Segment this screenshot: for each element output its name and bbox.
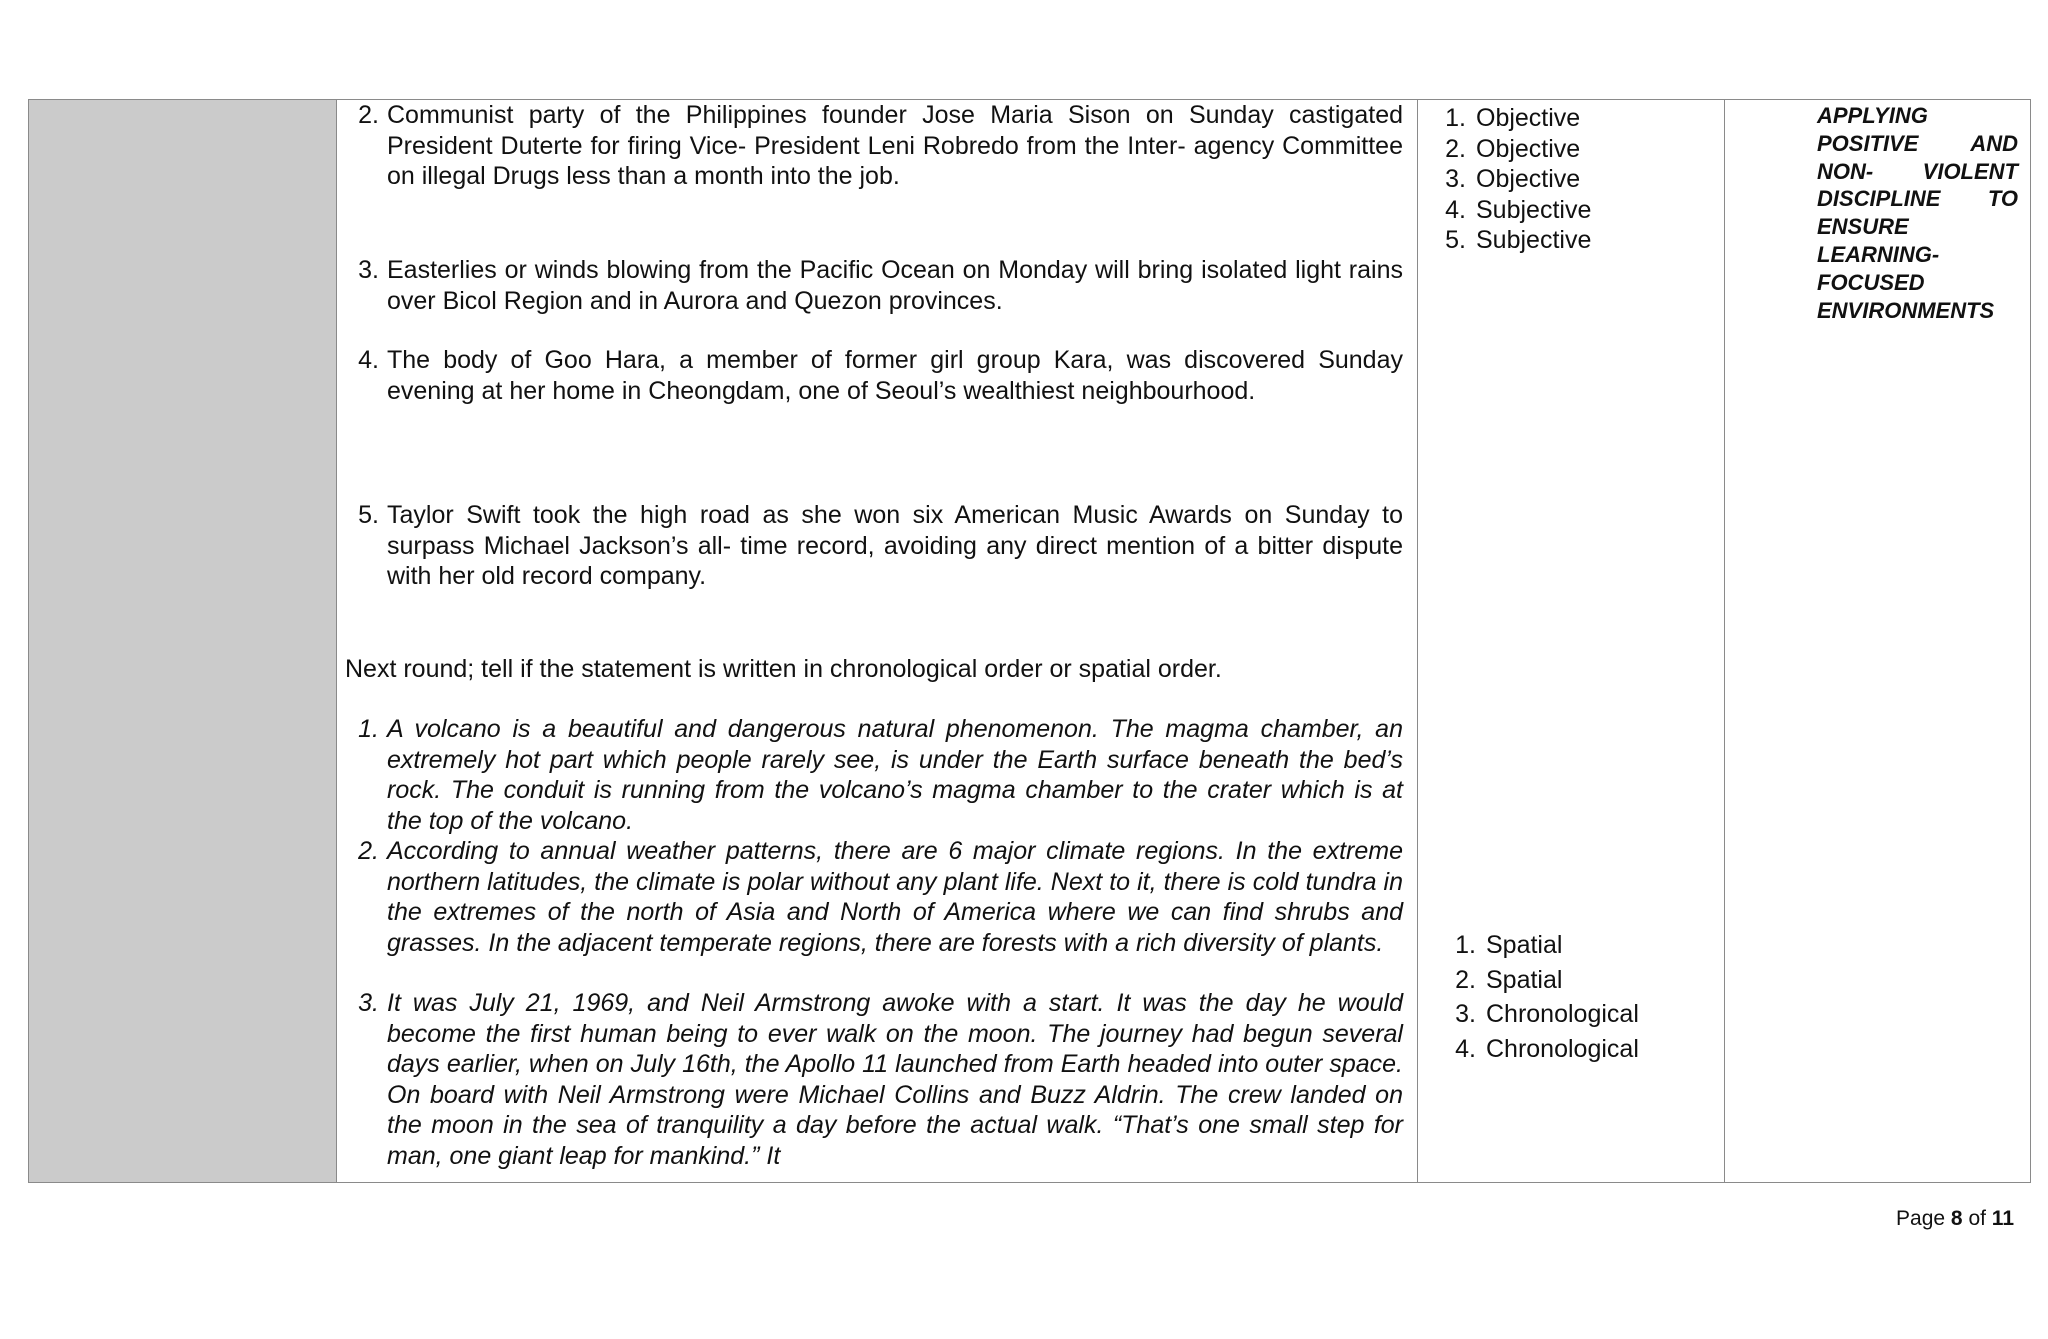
statement-item [358,100,1403,192]
statement-number: 2. [358,101,379,129]
answer-item: 3. Objective [1445,165,1581,193]
lesson-table [28,99,2031,1183]
statement-item [358,345,1403,406]
page-prefix: Page [1896,1207,1946,1230]
passage-text: It was July 21, 1969, and Neil Armstrong awoke with a start. It was the day he would become the first human being to ever walk on the moon. The journey had begun several days earlier, when on July 16th, the Apollo 11 launched from Earth headed into outer space. On board with Neil Armstrong were Michael Collins and Buzz Aldrin. The crew landed on the moon in the sea of tranquility a day before the actual walk. “That’s one small step for man, one giant leap for mankind.” It [387,989,1403,1170]
passage-item [358,988,1403,1171]
page-current: 8 [1950,1207,1963,1230]
statement-text: Easterlies or winds blowing from the Pacific Ocean on Monday will bring isolated light rains over Bicol Region and in Aurora and Quezon provinces. [387,256,1403,315]
page-footer [1896,1207,2014,1231]
passage-number: 2. [358,837,379,865]
gray-empty-cell [29,100,337,1183]
passage-number: 3. [358,989,379,1017]
answer-item: 1. Spatial [1455,931,1563,959]
answer-item: 2. Objective [1445,134,1581,163]
answer-item: 1. Objective [1445,104,1581,132]
statement-number: 5. [358,501,379,529]
answer-item: 4. Chronological [1455,1035,1639,1064]
answer-item: 3. Chronological [1455,1000,1639,1029]
instruction-text: Next round; tell if the statement is written in chronological order or spatial order. [345,655,1222,683]
content-cell [337,100,1418,1183]
passage-item [358,714,1403,836]
passage-number: 1. [358,715,379,743]
page-total: 11 [1991,1207,2014,1230]
statement-item [358,500,1403,592]
statement-text: Taylor Swift took the high road as she won six American Music Awards on Sunday to surpass Michael Jackson’s all- time record, avoiding any direct mention of a bitter dispute with her old record company. [387,501,1403,590]
passage-item [358,836,1403,958]
answer-item: 2. Spatial [1455,965,1563,994]
answers-cell [1418,100,1725,1183]
page-middle: of [1968,1207,1986,1230]
statement-item [358,255,1403,316]
statement-number: 4. [358,346,379,374]
answer-item: 4. Subjective [1445,195,1592,224]
competency-tag: APPLYING POSITIVE AND NON- VIOLENT DISCIPLINE TO ENSURE LEARNING-FOCUSED ENVIRONMENTS [1817,103,2018,323]
answer-list-order [1446,928,1639,1067]
answer-list-objective [1436,103,1591,256]
statement-text: Communist party of the Philippines founder Jose Maria Sison on Sunday castigated President Duterte for firing Vice- President Leni Robredo from the Inter- agency Committee on illegal Drugs less than a month into the job. [387,101,1403,190]
table-row [29,100,2031,1183]
statement-text: The body of Goo Hara, a member of former girl group Kara, was discovered Sunday evening at her home in Cheongdam, one of Seoul’s wealthiest neighbourhood. [387,346,1403,405]
passage-text: According to annual weather patterns, there are 6 major climate regions. In the extreme northern latitudes, the climate is polar without any plant life. Next to it, there is cold tundra in the extremes of the north of Asia and North of America where we can find shrubs and grasses. In the adjacent temperate regions, there are forests with a rich diversity of plants. [387,837,1403,957]
competency-cell [1725,100,2031,1183]
answer-item: 5. Subjective [1445,226,1592,254]
passage-text: A volcano is a beautiful and dangerous natural phenomenon. The magma chamber, an extremely hot part which people rarely see, is under the Earth surface beneath the bed’s rock. The conduit is running from the volcano’s magma chamber to the crater which is at the top of the volcano. [387,715,1403,835]
statement-number: 3. [358,256,379,284]
